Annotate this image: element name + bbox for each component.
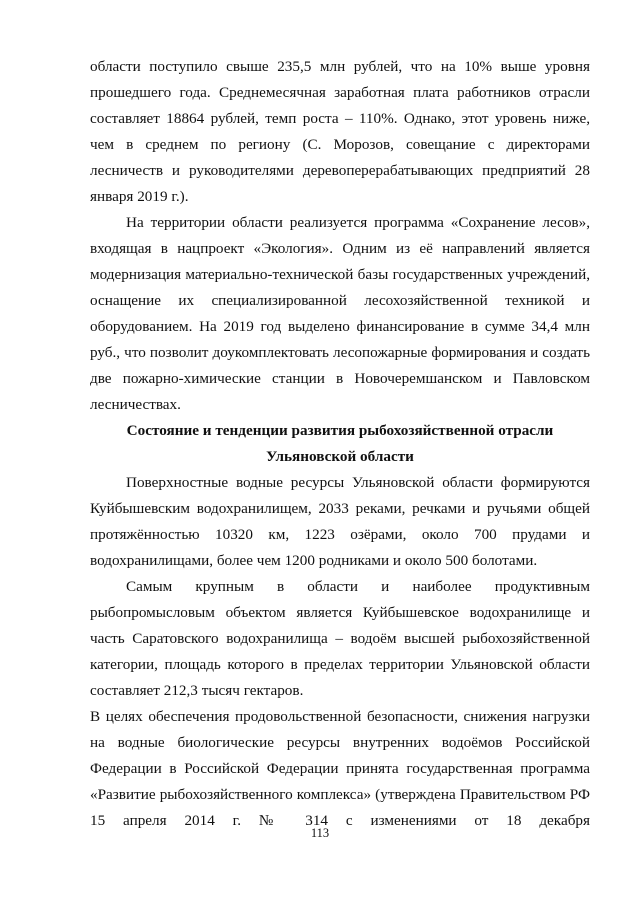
paragraph-state-program: В целях обеспечения продовольственной безопасности, снижения нагрузки на водные биологические ресурсы внутренних водоёмов Российской Федерации в Российской Федерации принята государственная программа «Развитие рыбохозяйственного комплекса» (утверждена Правительством РФ 15 апреля 2014 г. № 314 с изменениями от 18 декабря <box>90 708 590 829</box>
paragraph-water-resources: Поверхностные водные ресурсы Ульяновской области формируются Куйбышевским водохранилищем, 2033 реками, речками и ручьями общей протяжённостью 10320 км, 1223 озёрами, около 700 прудами и водохранилищами, более чем 1200 родниками и около 500 болотами. <box>90 474 590 569</box>
paragraph-continued: области поступило свыше 235,5 млн рублей, что на 10% выше уровня прошедшего года. Среднемесячная заработная плата работников отрасли составляет 18864 рублей, темп роста – 110%. Однако, этот уровень ниже, чем в среднем по региону (С. Морозов, совещание с директорами лесничеств и руководителями деревоперерабатывающих предприятий 28 января 2019 г.). <box>90 58 590 205</box>
section-heading: Состояние и тенденции развития рыбохозяйственной отрасли Ульяновской области <box>126 422 554 465</box>
page-number: 113 <box>310 826 330 840</box>
page-content <box>90 54 590 834</box>
paragraph-forest-program: На территории области реализуется программа «Сохранение лесов», входящая в нацпроект «Экология». Одним из её направлений является модернизация материально-технической базы государственных учреждений, оснащение их специализированной лесохозяйственной техникой и оборудованием. На 2019 год выделено финансирование в сумме 34,4 млн руб., что позволит доукомплектовать лесопожарные формирования и создать две пожарно-химические станции в Новочеремшанском и Павловском лесничествах. <box>90 214 590 413</box>
paragraph-reservoirs: Самым крупным в области и наиболее продуктивным рыбопромысловым объектом является Куйбышевское водохранилище и часть Саратовского водохранилища – водоём высшей рыбохозяйственной категории, площадь которого в пределах территории Ульяновской области составляет 212,3 тысяч гектаров. <box>90 578 590 699</box>
